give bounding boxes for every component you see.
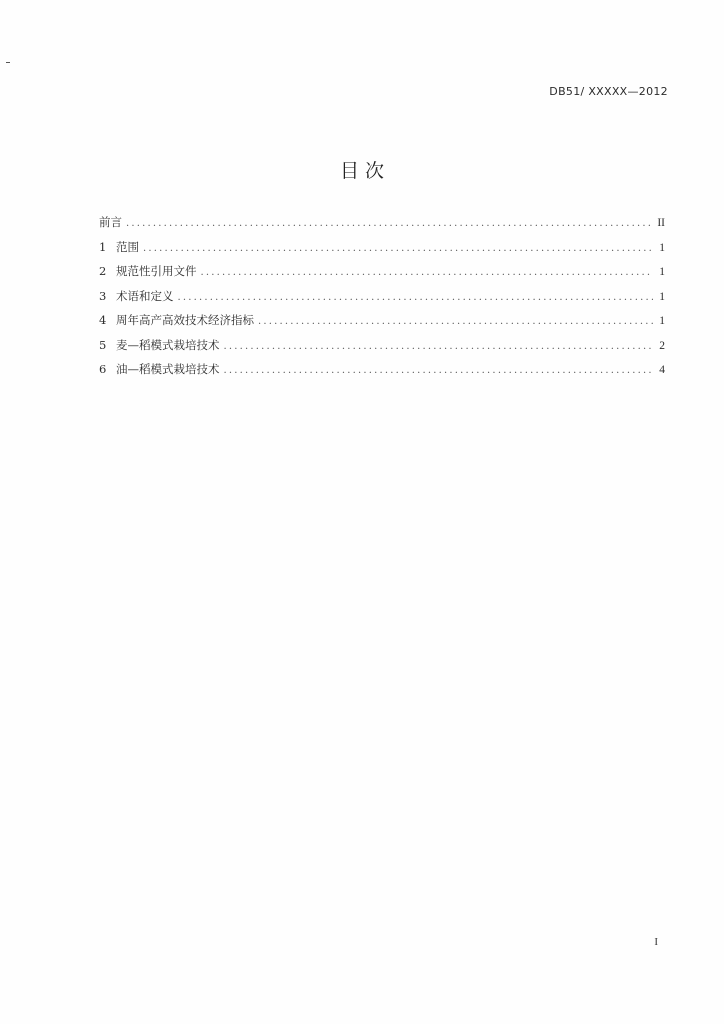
toc-entry-number: 4 (99, 313, 107, 327)
toc-entry-label: 麦—稻模式栽培技术 (116, 337, 220, 352)
document-code: DB51/ XXXXX—2012 (549, 85, 668, 98)
toc-entry-wheat-rice[interactable] (99, 337, 665, 362)
toc-entry-page: 1 (659, 241, 665, 254)
dot-leader (143, 243, 653, 254)
toc-entry-label: 规范性引用文件 (116, 264, 197, 278)
toc-entry-label: 前言 (99, 215, 122, 229)
dot-leader (126, 218, 653, 229)
toc-entry-label: 术语和定义 (116, 288, 174, 303)
toc-entry-number: 2 (99, 264, 107, 278)
toc-entry-page: 1 (659, 290, 665, 303)
toc-entry-normative-references[interactable] (99, 263, 665, 288)
toc-entry-terms-definitions[interactable] (99, 288, 665, 313)
toc-entry-page: 1 (659, 266, 665, 278)
toc-entry-label: 范围 (116, 239, 139, 254)
page-number: I (654, 936, 658, 948)
dot-leader (224, 365, 654, 376)
scan-artifact (6, 62, 10, 63)
toc-entry-foreword[interactable] (99, 214, 665, 239)
dot-leader (178, 292, 654, 303)
toc-entry-page: II (657, 217, 665, 229)
dot-leader (224, 341, 654, 352)
toc-entry-number: 6 (99, 362, 107, 376)
toc-entry-label: 油—稻模式栽培技术 (116, 362, 220, 376)
toc-entry-rapeseed-rice[interactable] (99, 361, 665, 386)
dot-leader (258, 316, 653, 327)
toc-entry-number: 5 (99, 337, 107, 352)
toc-entry-label: 周年高产高效技术经济指标 (116, 313, 254, 327)
toc-entry-page: 4 (659, 364, 665, 376)
dot-leader (201, 267, 654, 278)
toc-entry-page: 1 (659, 315, 665, 327)
toc-entry-economic-indicators[interactable] (99, 312, 665, 337)
table-of-contents (99, 214, 665, 386)
toc-entry-number: 3 (99, 288, 107, 303)
toc-entry-scope[interactable] (99, 239, 665, 264)
toc-entry-number: 1 (99, 239, 107, 254)
page-title: 目 次 (339, 160, 385, 182)
toc-entry-page: 2 (659, 339, 665, 352)
